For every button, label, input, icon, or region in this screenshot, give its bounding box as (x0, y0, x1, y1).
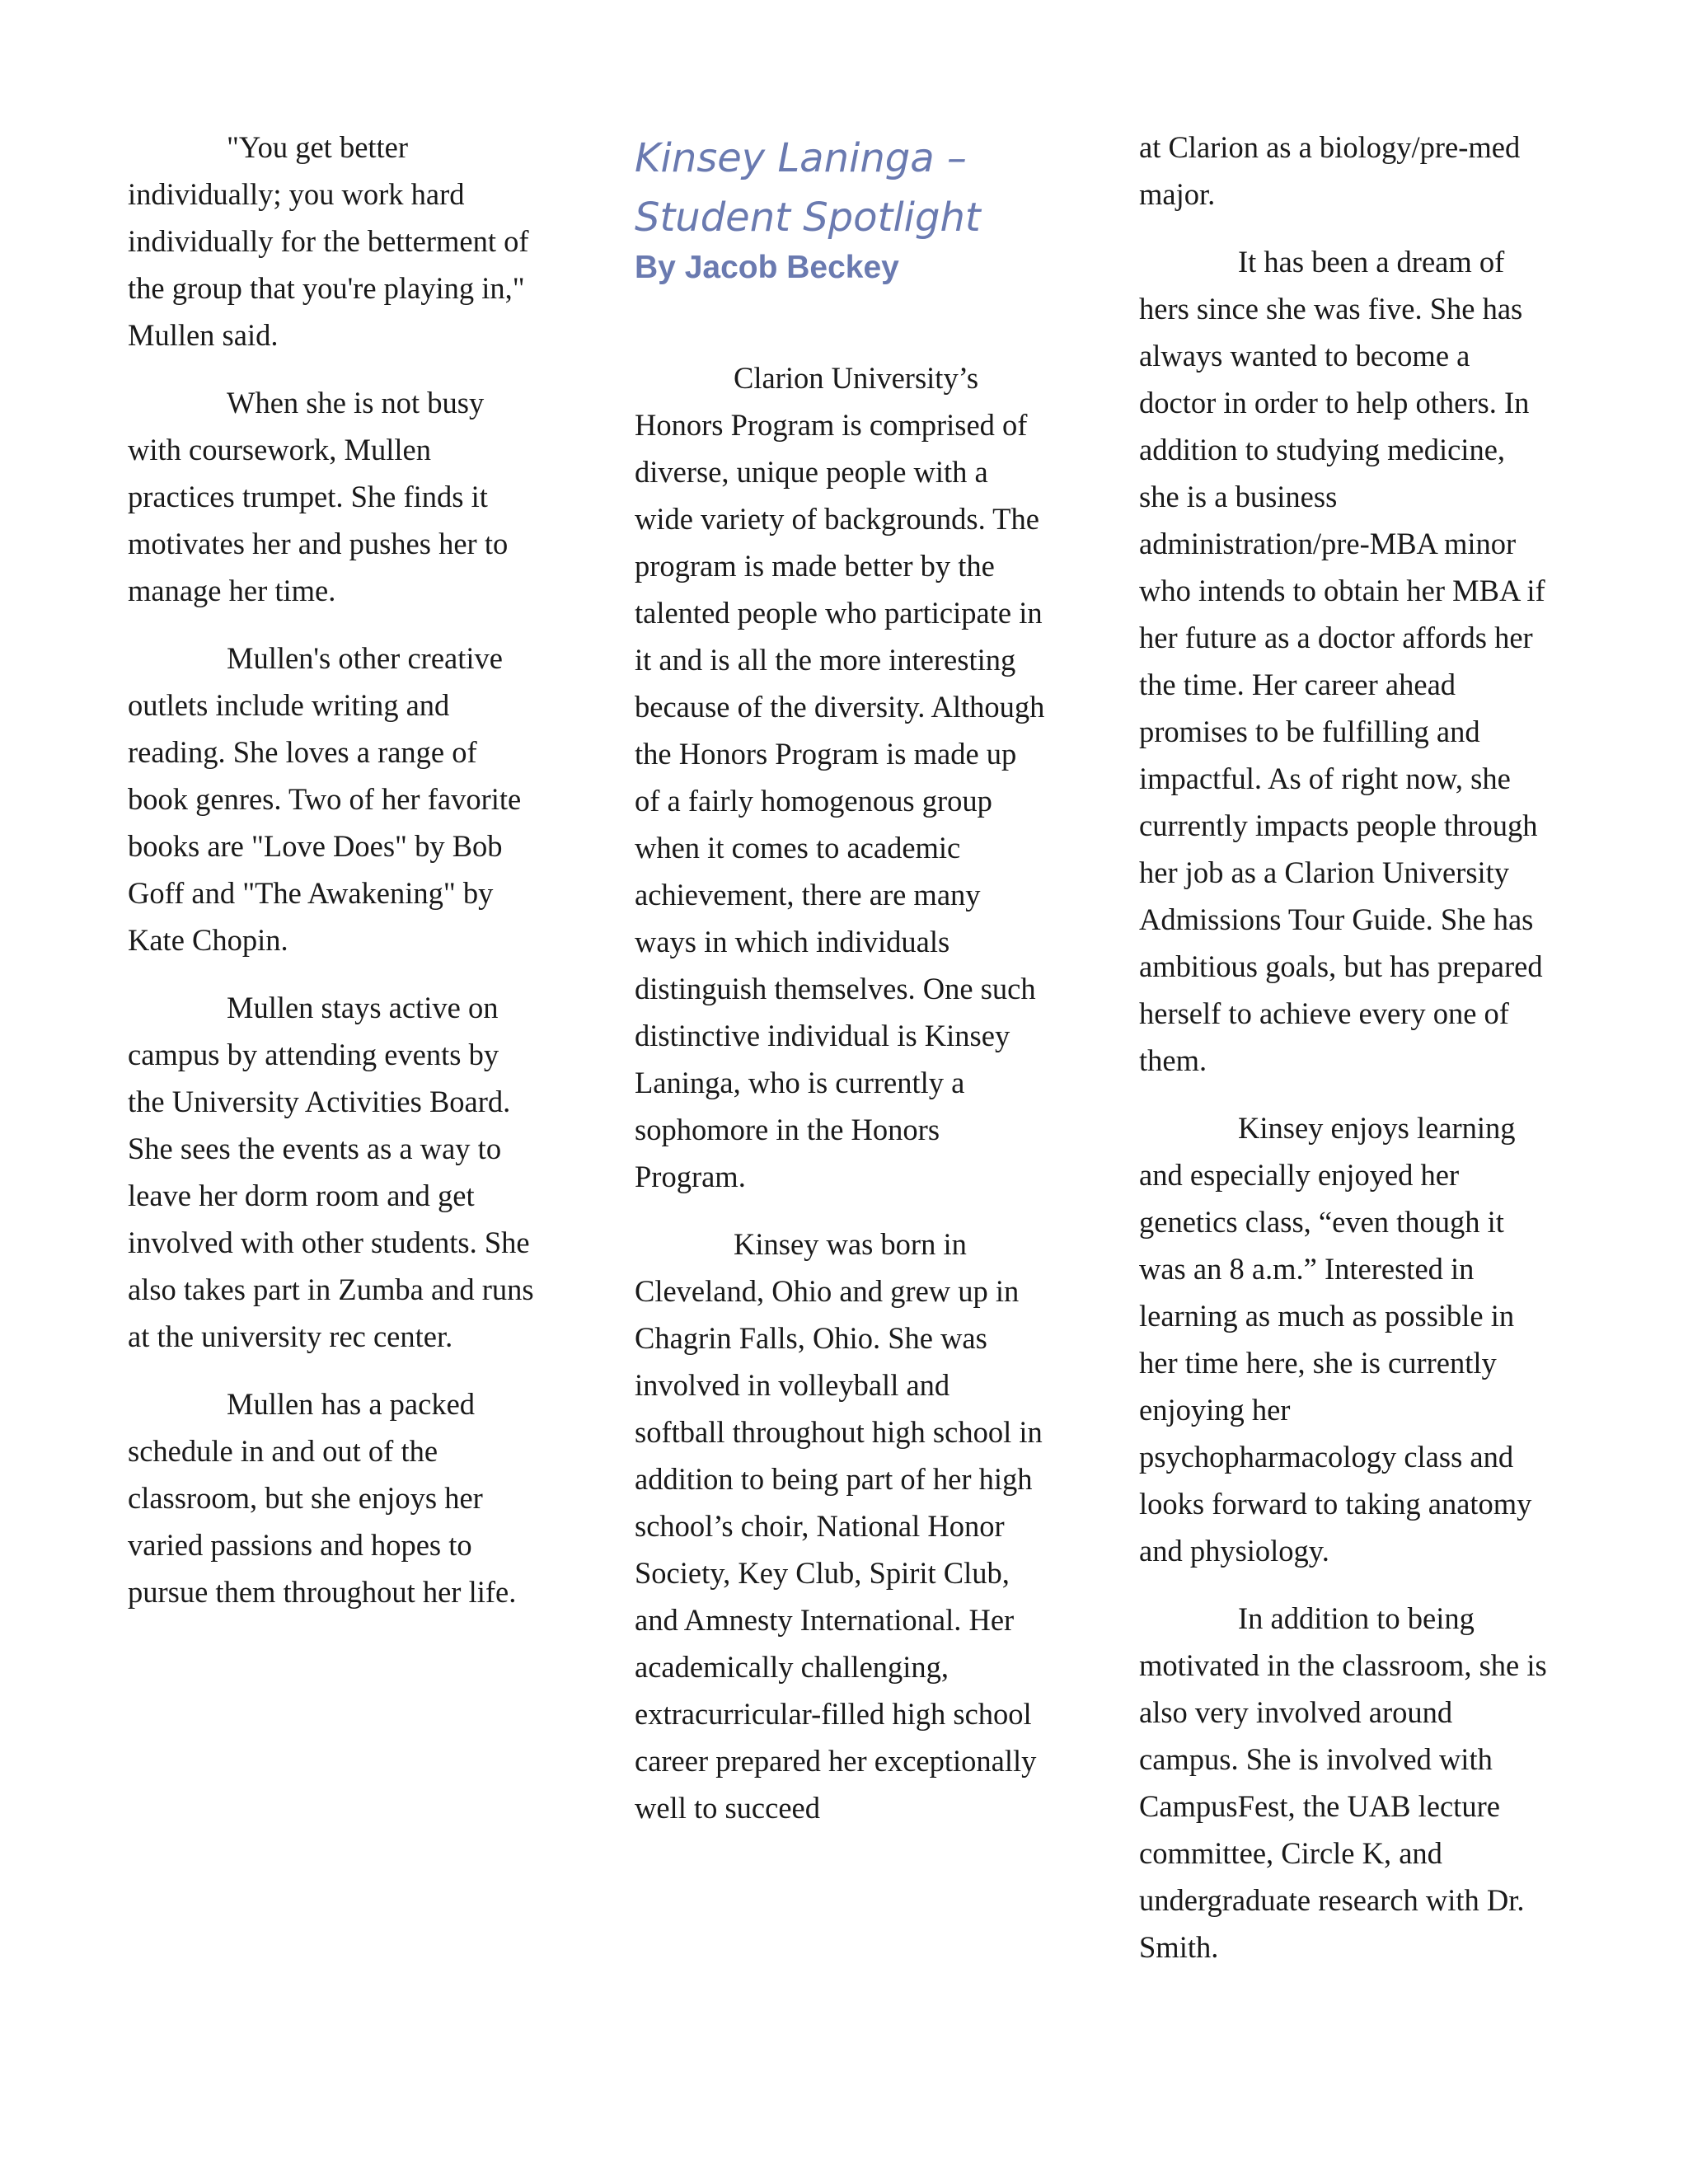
article-byline: By Jacob Beckey (635, 250, 899, 285)
continued-paragraph: at Clarion as a biology/pre-med major. (1139, 130, 1521, 211)
body-paragraph: Mullen stays active on campus by attending events by the University Activities Board. She sees the events as a way to leave her dorm room and get involved with other students. She also takes part in Zumba and runs at the university rec center. (128, 991, 534, 1353)
body-paragraph: Mullen has a packed schedule in and out of the classroom, but she enjoys her varied passions and hopes to pursue them throughout her life. (128, 1387, 517, 1609)
body-paragraph: Kinsey enjoys learning and especially enjoyed her genetics class, “even though it was an 8 a.m.” Interested in learning as much as possible in her time here, she is currently enjoying her psychopharmacology class and looks forward to taking anatomy and physiology. (1139, 1111, 1532, 1568)
body-paragraph: In addition to being motivated in the classroom, she is also very involved around campus. She is involved with CampusFest, the UAB lecture committee, Circle K, and undergraduate research with Dr. Smith. (1139, 1601, 1547, 1964)
article-title-line-1: Kinsey Laninga – (635, 135, 967, 181)
body-paragraph: Clarion University’s Honors Program is comprised of diverse, unique people with a wide variety of backgrounds. The program is made better by the talented people who participate in it and is all the more interesting because of the diversity. Although the Honors Program is made up of a fairly homogenous group when it comes to academic achievement, there are many ways in which individuals distinguish themselves. One such distinctive individual is Kinsey Laninga, who is currently a sophomore in the Honors Program. (635, 361, 1045, 1193)
middle-column (635, 124, 1047, 1852)
article-title (635, 129, 1047, 247)
body-paragraph: "You get better individually; you work hard individually for the betterment of the group that you're playing in," Mullen said. (128, 130, 529, 352)
right-column (1139, 124, 1551, 1991)
body-paragraph: Kinsey was born in Cleveland, Ohio and grew up in Chagrin Falls, Ohio. She was involved in volleyball and softball throughout high school in addition to being part of her high school’s choir, National Honor Society, Key Club, Spirit Club, and Amnesty International. Her academically challenging, extracurricular-filled high school career prepared her exceptionally well to succeed (635, 1227, 1043, 1825)
left-column (128, 124, 540, 1636)
body-paragraph: It has been a dream of hers since she was five. She has always wanted to become a doctor in order to help others. In addition to studying medicine, she is a business administration/pre-MBA minor who intends to obtain her MBA if her future as a doctor affords her the time. Her career ahead promises to be fulfilling and impactful. As of right now, she currently impacts people through her job as a Clarion University Admissions Tour Guide. She has ambitious goals, but has prepared herself to achieve every one of them. (1139, 245, 1545, 1077)
article-title-line-2: Student Spotlight (635, 194, 981, 241)
body-paragraph: Mullen's other creative outlets include writing and reading. She loves a range of book genres. Two of her favorite books are "Love Does" by Bob Goff and "The Awakening" by Kate Chopin. (128, 641, 522, 957)
body-paragraph: When she is not busy with coursework, Mullen practices trumpet. She finds it motivates her and pushes her to manage her time. (128, 386, 509, 607)
